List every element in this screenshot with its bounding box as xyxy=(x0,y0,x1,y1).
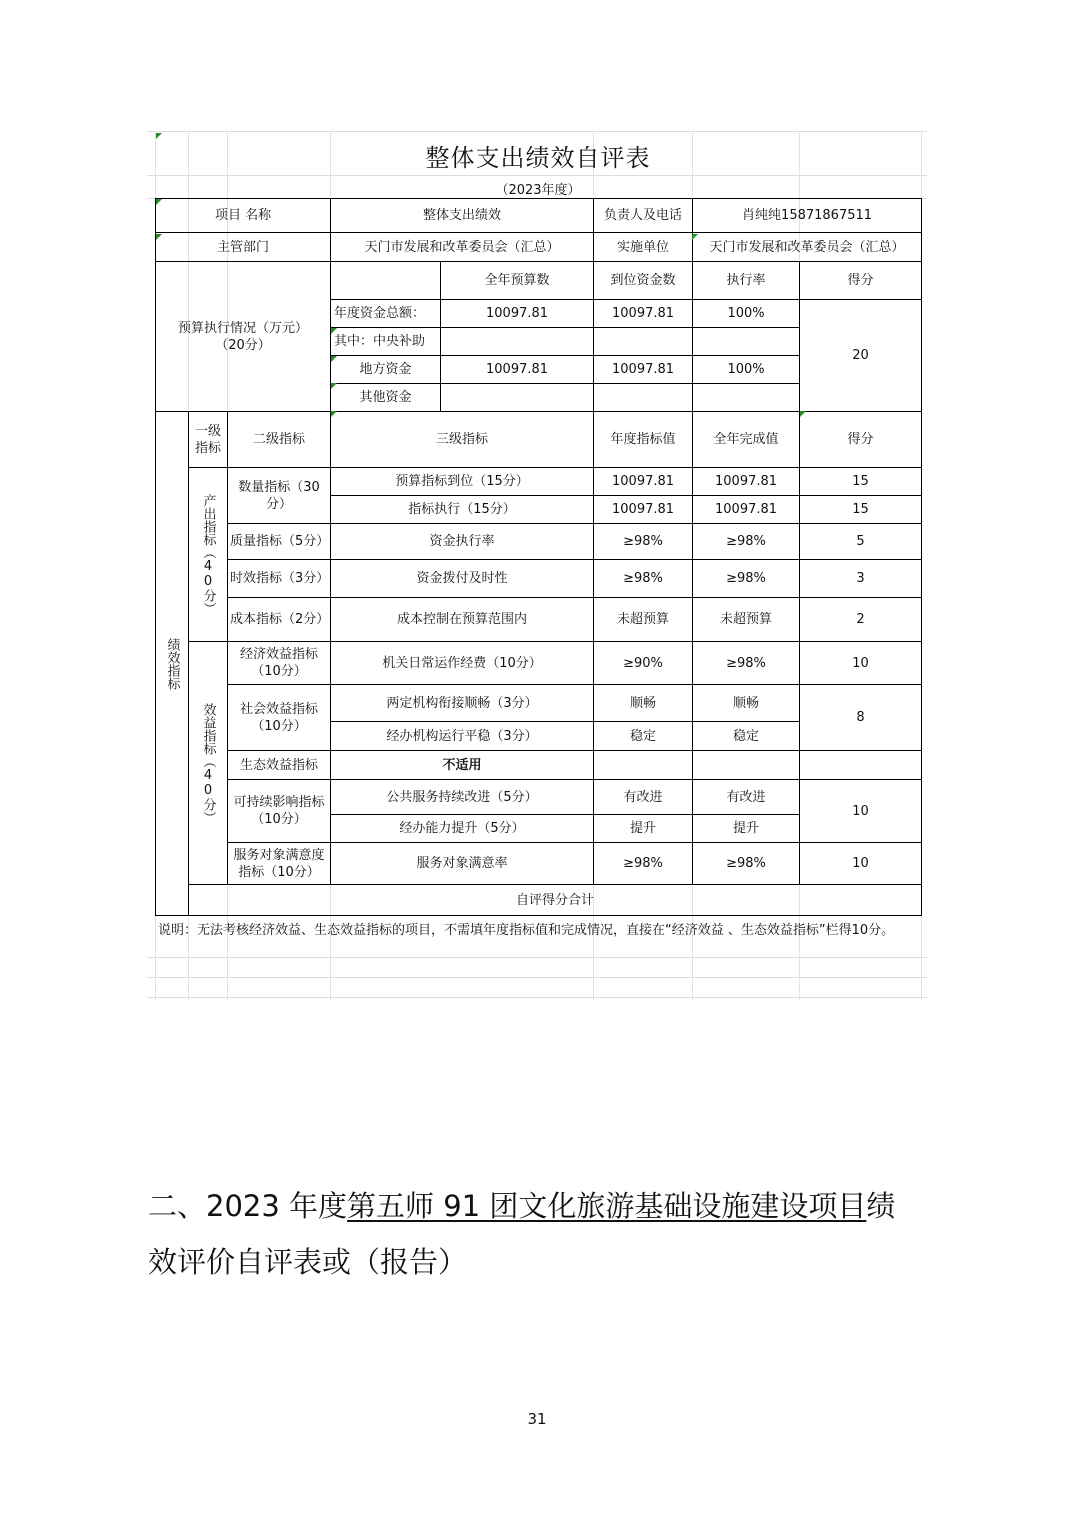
indicator-name: 机关日常运作经费（10分） xyxy=(331,642,594,685)
benefit-label: 效益指标（40分） xyxy=(189,642,228,885)
received-value: 10097.81 xyxy=(594,356,693,384)
score-value xyxy=(800,751,922,780)
target-value xyxy=(594,751,693,780)
header-budget: 全年预算数 xyxy=(441,262,594,300)
indicator-name: 经办机构运行平稳（3分） xyxy=(331,722,594,751)
table-note: 说明：无法考核经济效益、生态效益指标的项目，不需填年度指标值和完成情况，直接在“经济效益 、生态效益指标”栏得10分。 xyxy=(158,923,895,938)
section-heading xyxy=(148,1178,938,1290)
budget-row-label: 地方资金 xyxy=(331,356,441,384)
score-value: 15 xyxy=(800,468,922,496)
indicator-name: 成本控制在预算范围内 xyxy=(331,598,594,642)
header-level2: 二级指标 xyxy=(228,412,331,468)
quality-label: 质量指标（5分） xyxy=(228,524,331,560)
empty-cell xyxy=(331,262,441,300)
cell-marker-icon xyxy=(692,234,698,240)
indicator-name: 资金执行率 xyxy=(331,524,594,560)
target-value: 10097.81 xyxy=(594,468,693,496)
rate-value: 100% xyxy=(693,356,800,384)
timeliness-label: 时效指标（3分） xyxy=(228,560,331,598)
budget-value xyxy=(441,328,594,356)
sustain-label: 可持续影响指标（10分） xyxy=(228,780,331,843)
dept-label: 主管部门 xyxy=(156,233,331,262)
table-row xyxy=(156,233,922,262)
target-value: 稳定 xyxy=(594,722,693,751)
header-score: 得分 xyxy=(800,262,922,300)
budget-label: 预算执行情况（万元） xyxy=(178,320,309,336)
budget-row-label: 年度资金总额： xyxy=(331,300,441,328)
actual-value: 提升 xyxy=(693,815,800,843)
target-value: 有改进 xyxy=(594,780,693,815)
heading-prefix: 二、2023 年度 xyxy=(148,1189,348,1223)
header-score: 得分 xyxy=(800,412,922,468)
page-number: 31 xyxy=(527,1410,547,1428)
cell-marker-icon xyxy=(156,199,162,205)
actual-value xyxy=(693,751,800,780)
unit: 天门市发展和改革委员会（汇总） xyxy=(693,233,922,262)
score-value: 10 xyxy=(800,843,922,885)
heading-line-1 xyxy=(148,1178,938,1234)
table-row xyxy=(156,751,922,780)
actual-value: ≥98% xyxy=(693,560,800,598)
indicator-name: 公共服务持续改进（5分） xyxy=(331,780,594,815)
header-target: 年度指标值 xyxy=(594,412,693,468)
received-value xyxy=(594,328,693,356)
indicator-name: 经办能力提升（5分） xyxy=(331,815,594,843)
actual-value: 10097.81 xyxy=(693,496,800,524)
perf-section-label: 绩效指标 xyxy=(156,412,189,916)
score-value: 2 xyxy=(800,598,922,642)
heading-project-name: 第五师 91 团文化旅游基础设施建设项目 xyxy=(347,1189,867,1223)
budget-value xyxy=(441,384,594,412)
score-value: 10 xyxy=(800,642,922,685)
table-row xyxy=(156,780,922,815)
contact: 肖纯纯15871867511 xyxy=(693,199,922,233)
target-value: ≥90% xyxy=(594,642,693,685)
budget-value: 10097.81 xyxy=(441,300,594,328)
budget-section-label xyxy=(156,262,331,412)
unit-label: 实施单位 xyxy=(594,233,693,262)
budget-points: （20分） xyxy=(215,337,271,353)
economic-label: 经济效益指标（10分） xyxy=(228,642,331,685)
actual-value: 未超预算 xyxy=(693,598,800,642)
table-title: 整体支出绩效自评表 xyxy=(425,144,651,172)
indicator-name: 指标执行（15分） xyxy=(331,496,594,524)
indicator-name: 服务对象满意率 xyxy=(331,843,594,885)
heading-suffix: 绩 xyxy=(866,1189,896,1223)
score-value: 10 xyxy=(800,780,922,843)
output-label: 产出指标（40分） xyxy=(189,468,228,642)
cell-marker-icon xyxy=(331,356,337,362)
cost-label: 成本指标（2分） xyxy=(228,598,331,642)
table-row xyxy=(156,199,922,233)
actual-value: ≥98% xyxy=(693,524,800,560)
rate-value xyxy=(693,328,800,356)
cell-marker-icon xyxy=(331,411,337,417)
target-value: ≥98% xyxy=(594,560,693,598)
cell-marker-icon xyxy=(156,133,162,139)
target-value: 未超预算 xyxy=(594,598,693,642)
score-value: 8 xyxy=(800,685,922,751)
table-year: （2023年度） xyxy=(495,183,581,198)
target-value: 顺畅 xyxy=(594,685,693,722)
actual-value: 有改进 xyxy=(693,780,800,815)
actual-value: 顺畅 xyxy=(693,685,800,722)
target-value: 10097.81 xyxy=(594,496,693,524)
heading-line-2: 效评价自评表或（报告） xyxy=(148,1245,468,1279)
header-actual: 全年完成值 xyxy=(693,412,800,468)
header-level3: 三级指标 xyxy=(331,412,594,468)
indicator-name: 预算指标到位（15分） xyxy=(331,468,594,496)
table-row xyxy=(156,262,922,300)
project-name-label: 项目 名称 xyxy=(156,199,331,233)
table-row xyxy=(156,885,922,916)
received-value xyxy=(594,384,693,412)
cell-marker-icon xyxy=(156,234,162,240)
actual-value: 稳定 xyxy=(693,722,800,751)
budget-value: 10097.81 xyxy=(441,356,594,384)
table-row xyxy=(156,642,922,685)
indicator-name: 两定机构衔接顺畅（3分） xyxy=(331,685,594,722)
score-value: 3 xyxy=(800,560,922,598)
table-row xyxy=(156,598,922,642)
quantity-label: 数量指标（30分） xyxy=(228,468,331,524)
actual-value: ≥98% xyxy=(693,642,800,685)
table-row xyxy=(156,524,922,560)
table-row xyxy=(156,560,922,598)
performance-table xyxy=(155,198,922,916)
budget-row-label: 其他资金 xyxy=(331,384,441,412)
dept: 天门市发展和改革委员会（汇总） xyxy=(331,233,594,262)
header-received: 到位资金数 xyxy=(594,262,693,300)
indicator-name: 不适用 xyxy=(331,751,594,780)
table-row xyxy=(156,468,922,496)
total-label: 自评得分合计 xyxy=(189,885,922,916)
rate-value: 100% xyxy=(693,300,800,328)
cell-marker-icon xyxy=(331,383,337,389)
target-value: 提升 xyxy=(594,815,693,843)
rate-value xyxy=(693,384,800,412)
actual-value: 10097.81 xyxy=(693,468,800,496)
received-value: 10097.81 xyxy=(594,300,693,328)
table-row xyxy=(156,843,922,885)
target-value: ≥98% xyxy=(594,524,693,560)
header-rate: 执行率 xyxy=(693,262,800,300)
score-value: 15 xyxy=(800,496,922,524)
cell-marker-icon xyxy=(800,411,806,417)
table-row xyxy=(156,685,922,722)
table-row xyxy=(156,412,922,468)
score-value: 5 xyxy=(800,524,922,560)
eco-label: 生态效益指标 xyxy=(228,751,331,780)
target-value: ≥98% xyxy=(594,843,693,885)
cell-marker-icon xyxy=(331,328,337,334)
satisfaction-label: 服务对象满意度指标（10分） xyxy=(228,843,331,885)
social-label: 社会效益指标（10分） xyxy=(228,685,331,751)
indicator-name: 资金拨付及时性 xyxy=(331,560,594,598)
budget-row-label: 其中：中央补助 xyxy=(331,328,441,356)
project-name: 整体支出绩效 xyxy=(331,199,594,233)
actual-value: ≥98% xyxy=(693,843,800,885)
header-level1: 一级指标 xyxy=(189,412,228,468)
contact-label: 负责人及电话 xyxy=(594,199,693,233)
budget-score: 20 xyxy=(800,300,922,412)
